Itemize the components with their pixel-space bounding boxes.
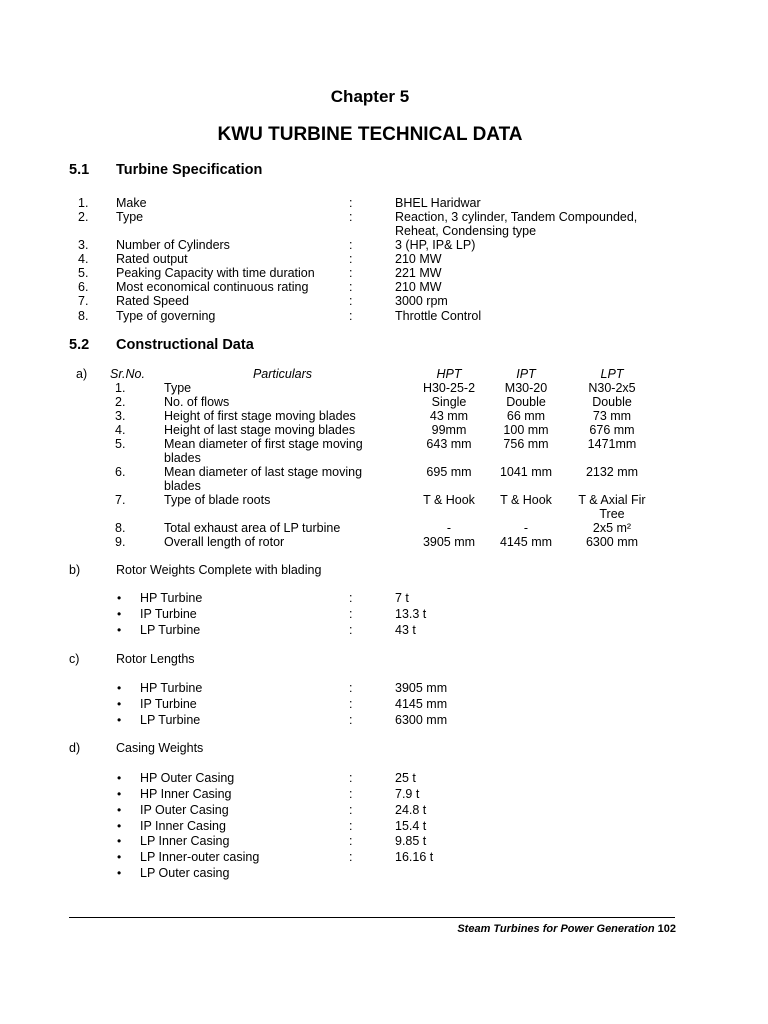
table-row-particular-cont: blades [164, 479, 201, 493]
table-cell-hpt: Single [431, 395, 467, 409]
bullet-item-colon: : [349, 771, 353, 785]
table-cell-hpt: 643 mm [426, 437, 472, 451]
spec-item-label: Peaking Capacity with time duration [116, 266, 315, 280]
spec-item-value: BHEL Haridwar [395, 196, 481, 210]
spec-item-colon: : [349, 266, 353, 280]
bullet-icon: • [117, 607, 122, 621]
spec-item-number: 3. [78, 238, 89, 252]
table-row-number: 6. [115, 465, 126, 479]
section-heading: Constructional Data [116, 337, 254, 353]
spec-item-value: Reaction, 3 cylinder, Tandem Compounded, [395, 210, 638, 224]
bullet-item-value: 24.8 t [395, 803, 427, 817]
spec-item-number: 8. [78, 309, 89, 323]
bullet-icon: • [117, 819, 122, 833]
table-row-number: 7. [115, 493, 126, 507]
spec-item-value: 210 MW [395, 280, 442, 294]
table-row-number: 1. [115, 381, 126, 395]
page-title: KWU TURBINE TECHNICAL DATA [217, 124, 523, 145]
bullet-icon: • [117, 697, 122, 711]
table-cell-hpt: - [446, 521, 452, 535]
spec-item-colon: : [349, 309, 353, 323]
table-cell-hpt: T & Hook [423, 493, 475, 507]
column-header-hpt: HPT [436, 367, 462, 381]
spec-item-colon: : [349, 238, 353, 252]
bullet-icon: • [117, 787, 122, 801]
footer-text: Steam Turbines for Power Generation [457, 923, 655, 935]
spec-item-colon: : [349, 294, 353, 308]
spec-item-label: Type [116, 210, 144, 224]
table-row-particular: Mean diameter of last stage moving [164, 465, 363, 479]
bullet-item-colon: : [349, 713, 353, 727]
spec-item-value: 3 (HP, IP& LP) [395, 238, 476, 252]
table-row-particular: Mean diameter of first stage moving [164, 437, 363, 451]
table-cell-lpt: N30-2x5 [588, 381, 636, 395]
table-row-number: 9. [115, 535, 126, 549]
table-row-particular: Type [164, 381, 192, 395]
bullet-icon: • [117, 803, 122, 817]
bullet-icon: • [117, 866, 122, 880]
section-heading: Turbine Specification [116, 162, 263, 178]
bullet-item-label: HP Outer Casing [140, 771, 235, 785]
table-cell-lpt-cont: Tree [599, 507, 625, 521]
table-cell-ipt: M30-20 [504, 381, 548, 395]
spec-item-value: 210 MW [395, 252, 442, 266]
bullet-item-colon: : [349, 623, 353, 637]
table-cell-ipt: T & Hook [500, 493, 552, 507]
table-cell-ipt: 100 mm [503, 423, 549, 437]
table-cell-lpt: 2x5 m² [592, 521, 632, 535]
page-number: 102 [657, 923, 676, 935]
subsection-heading: Rotor Weights Complete with blading [116, 563, 322, 577]
bullet-item-value: 7 t [395, 591, 409, 605]
spec-item-value: Throttle Control [395, 309, 482, 323]
bullet-item-value: 6300 mm [395, 713, 448, 727]
table-cell-hpt: 695 mm [426, 465, 472, 479]
table-row-particular: Overall length of rotor [164, 535, 285, 549]
bullet-icon: • [117, 713, 122, 727]
bullet-item-colon: : [349, 787, 353, 801]
table-cell-ipt: 1041 mm [499, 465, 553, 479]
spec-item-label: Type of governing [116, 309, 216, 323]
column-header-ipt: IPT [516, 367, 536, 381]
footer-rule [69, 917, 675, 918]
list-marker: d) [69, 741, 81, 755]
spec-item-number: 7. [78, 294, 89, 308]
spec-item-label: Rated output [116, 252, 188, 266]
table-cell-ipt: 756 mm [503, 437, 549, 451]
bullet-icon: • [117, 681, 122, 695]
table-row-particular: Height of last stage moving blades [164, 423, 356, 437]
chapter-heading: Chapter 5 [330, 87, 410, 106]
bullet-item-colon: : [349, 850, 353, 864]
column-header-particulars: Particulars [252, 367, 313, 381]
table-cell-ipt: 66 mm [506, 409, 546, 423]
column-header-srno: Sr.No. [110, 367, 145, 381]
subsection-heading: Rotor Lengths [116, 652, 195, 666]
bullet-item-label: LP Outer casing [140, 866, 230, 880]
bullet-item-label: HP Turbine [140, 681, 203, 695]
table-cell-hpt: 3905 mm [422, 535, 476, 549]
bullet-item-label: HP Turbine [140, 591, 203, 605]
table-row-particular-cont: blades [164, 451, 201, 465]
bullet-item-value: 13.3 t [395, 607, 427, 621]
table-cell-hpt: H30-25-2 [422, 381, 476, 395]
bullet-item-colon: : [349, 803, 353, 817]
section-number: 5.1 [69, 162, 90, 178]
table-cell-ipt: 4145 mm [499, 535, 553, 549]
bullet-item-colon: : [349, 697, 353, 711]
table-row-particular: No. of flows [164, 395, 230, 409]
spec-item-colon: : [349, 196, 353, 210]
section-number: 5.2 [69, 337, 90, 353]
table-row-number: 2. [115, 395, 126, 409]
bullet-item-value: 9.85 t [395, 834, 427, 848]
table-row-particular: Height of first stage moving blades [164, 409, 356, 423]
table-row-number: 3. [115, 409, 126, 423]
spec-item-label: Most economical continuous rating [116, 280, 309, 294]
bullet-icon: • [117, 850, 122, 864]
bullet-item-label: IP Turbine [140, 697, 197, 711]
spec-item-number: 6. [78, 280, 89, 294]
bullet-item-colon: : [349, 591, 353, 605]
table-row-particular: Total exhaust area of LP turbine [164, 521, 341, 535]
bullet-item-label: IP Outer Casing [140, 803, 229, 817]
spec-item-label: Make [116, 196, 147, 210]
bullet-item-label: LP Turbine [140, 713, 201, 727]
bullet-item-value: 3905 mm [395, 681, 448, 695]
bullet-item-label: LP Inner Casing [140, 834, 230, 848]
table-row-particular: Type of blade roots [164, 493, 271, 507]
bullet-item-value: 43 t [395, 623, 416, 637]
bullet-item-value: 16.16 t [395, 850, 434, 864]
bullet-item-value: 25 t [395, 771, 416, 785]
list-marker: b) [69, 563, 81, 577]
table-row-number: 4. [115, 423, 126, 437]
table-row-number: 8. [115, 521, 126, 535]
spec-item-number: 4. [78, 252, 89, 266]
subsection-heading: Casing Weights [116, 741, 204, 755]
bullet-item-colon: : [349, 819, 353, 833]
table-cell-hpt: 43 mm [429, 409, 469, 423]
table-cell-lpt: T & Axial Fir [578, 493, 646, 507]
bullet-item-label: IP Inner Casing [140, 819, 226, 833]
table-cell-lpt: 1471mm [587, 437, 637, 451]
table-cell-lpt: 6300 mm [585, 535, 639, 549]
bullet-icon: • [117, 771, 122, 785]
bullet-item-value: 4145 mm [395, 697, 448, 711]
bullet-icon: • [117, 591, 122, 605]
spec-item-number: 2. [78, 210, 89, 224]
spec-item-label: Number of Cylinders [116, 238, 230, 252]
table-cell-lpt: Double [592, 395, 632, 409]
list-marker: c) [69, 652, 80, 666]
table-cell-ipt: - [523, 521, 529, 535]
spec-item-number: 1. [78, 196, 89, 210]
table-row-number: 5. [115, 437, 126, 451]
table-cell-hpt: 99mm [431, 423, 467, 437]
bullet-icon: • [117, 623, 122, 637]
spec-item-colon: : [349, 252, 353, 266]
table-cell-lpt: 73 mm [592, 409, 632, 423]
bullet-item-value: 7.9 t [395, 787, 420, 801]
spec-item-value: 3000 rpm [395, 294, 448, 308]
bullet-item-label: IP Turbine [140, 607, 197, 621]
bullet-item-label: LP Inner-outer casing [140, 850, 260, 864]
bullet-item-value: 15.4 t [395, 819, 427, 833]
bullet-item-label: HP Inner Casing [140, 787, 232, 801]
bullet-item-colon: : [349, 834, 353, 848]
bullet-item-colon: : [349, 681, 353, 695]
table-cell-ipt: Double [506, 395, 546, 409]
list-marker: a) [76, 367, 88, 381]
spec-item-colon: : [349, 210, 353, 224]
bullet-icon: • [117, 834, 122, 848]
page-footer [457, 923, 676, 935]
spec-item-label: Rated Speed [116, 294, 189, 308]
table-cell-lpt: 676 mm [589, 423, 635, 437]
spec-item-value: 221 MW [395, 266, 442, 280]
bullet-item-colon: : [349, 607, 353, 621]
spec-item-value-cont: Reheat, Condensing type [395, 224, 537, 238]
bullet-item-label: LP Turbine [140, 623, 201, 637]
spec-item-number: 5. [78, 266, 89, 280]
column-header-lpt: LPT [600, 367, 624, 381]
spec-item-colon: : [349, 280, 353, 294]
table-cell-lpt: 2132 mm [585, 465, 639, 479]
